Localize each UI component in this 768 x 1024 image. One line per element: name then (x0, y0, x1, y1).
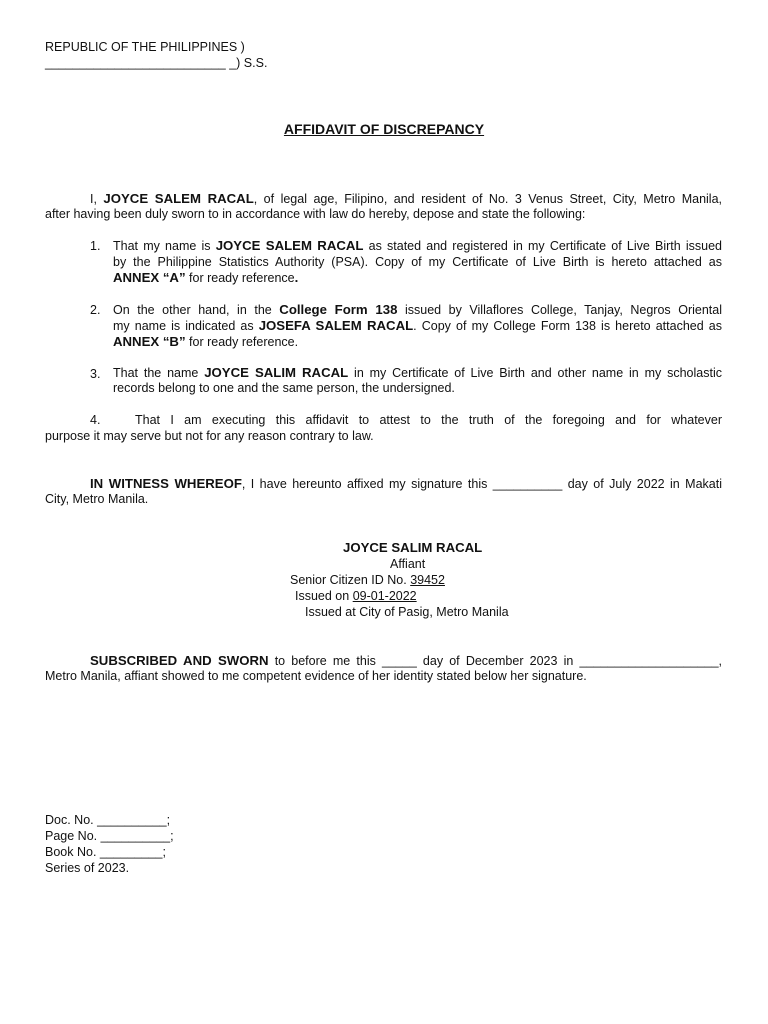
notary-doc-no: Doc. No. __________; (45, 813, 171, 827)
issued-at: Issued at City of Pasig, Metro Manila (305, 605, 509, 619)
signature-name: JOYCE SALIM RACAL (343, 540, 483, 555)
header-republic-line: REPUBLIC OF THE PHILIPPINES ) (45, 40, 245, 54)
item-3-text-b: in my Certificate of Live Birth and other name in my scholastic (348, 366, 722, 380)
senior-citizen-id (290, 573, 445, 587)
item-2-line-3 (113, 334, 722, 349)
item-1-text-b: as stated and registered in my Certificate of Live Birth issued (363, 239, 722, 253)
item-2-text-c: my name is indicated as (113, 319, 259, 333)
item-2-text-b: issued by Villaflores College, Tanjay, Negros Oriental (397, 303, 722, 317)
college-form-138: College Form 138 (279, 302, 398, 317)
item-1-name: JOYCE SALEM RACAL (215, 238, 364, 253)
item-3-name: JOYCE SALIM RACAL (204, 365, 349, 380)
intro-rest: , of legal age, Filipino, and resident of No. 3 Venus Street, City, Metro Manila, (253, 192, 723, 206)
affiant-name-intro: JOYCE SALEM RACAL (103, 191, 254, 206)
item-2-line-2 (113, 318, 722, 333)
intro-prefix: I, (90, 192, 104, 206)
issued-on (295, 589, 417, 603)
item-2-text-d: . Copy of my College Form 138 is hereto attached as (413, 319, 722, 333)
item-1-line-2: by the Philippine Statistics Authority (PSA). Copy of my Certificate of Live Birth is hereto attached as (113, 255, 722, 269)
item-4-line-2: purpose it may serve but not for any reason contrary to law. (45, 429, 374, 443)
item-2-number: 2. (90, 303, 101, 317)
id-value: 39452 (410, 573, 445, 587)
document-title: AFFIDAVIT OF DISCREPANCY (283, 121, 485, 137)
annex-a: ANNEX “A” (113, 270, 186, 285)
notary-series: Series of 2023. (45, 861, 130, 875)
item-1-end: for ready reference (185, 271, 295, 285)
subscribed-lead: SUBSCRIBED AND SWORN (90, 653, 269, 668)
id-label: Senior Citizen ID No. (290, 573, 411, 587)
item-4-line-1: That I am executing this affidavit to attest to the truth of the foregoing and for whatever (135, 413, 722, 427)
item-3-line-2: records belong to one and the same person, the undersigned. (113, 381, 455, 395)
annex-b: ANNEX “B” (113, 334, 186, 349)
notary-book-no: Book No. _________; (45, 845, 166, 859)
intro-line-1 (45, 191, 722, 206)
witness-line-2: City, Metro Manila. (45, 492, 149, 506)
item-1-number: 1. (90, 239, 101, 253)
item-2-name: JOSEFA SALEM RACAL (258, 318, 414, 333)
subscribed-rest: to before me this _____ day of December 2023 in ____________________, (268, 654, 722, 668)
notary-page-no: Page No. __________; (45, 829, 174, 843)
signature-role: Affiant (390, 557, 426, 571)
subscribed-line-2: Metro Manila, affiant showed to me competent evidence of her identity stated below her signature. (45, 669, 587, 683)
issued-on-value: 09-01-2022 (352, 589, 417, 603)
witness-rest: , I have hereunto affixed my signature this __________ day of July 2022 in Makati (241, 477, 722, 491)
item-1-line-3 (113, 270, 722, 285)
witness-lead: IN WITNESS WHEREOF (90, 476, 242, 491)
item-2-end: for ready reference. (185, 335, 299, 349)
item-3-text-a: That the name (113, 366, 205, 380)
item-3-number: 3. (90, 367, 101, 381)
item-1-text-a: That my name is (113, 239, 216, 253)
item-1-line-1 (113, 238, 722, 253)
subscribed-line-1 (45, 653, 722, 668)
item-2-line-1 (113, 302, 722, 317)
intro-line-2: after having been duly sworn to in accordance with law do hereby, depose and state the following: (45, 207, 586, 221)
item-3-line-1 (113, 365, 722, 380)
issued-on-label: Issued on (295, 589, 353, 603)
item-1-period: . (294, 270, 299, 285)
header-ss-line: __________________________ _) S.S. (45, 56, 268, 70)
item-4-number: 4. (90, 413, 101, 427)
item-2-text-a: On the other hand, in the (113, 303, 280, 317)
witness-line-1 (45, 476, 722, 491)
